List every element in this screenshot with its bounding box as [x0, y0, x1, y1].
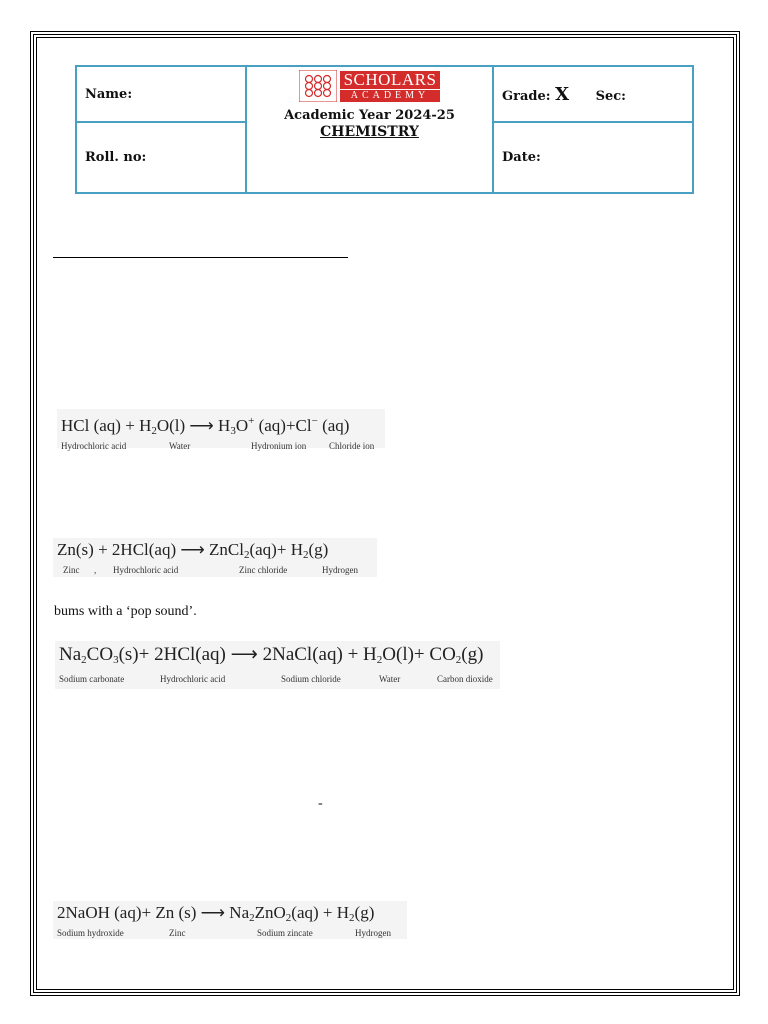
pop-sound-text: bums with a ‘pop sound’.: [54, 604, 197, 619]
grade-value: X: [555, 83, 570, 105]
logo-text-top: SCHOLARS: [340, 71, 441, 89]
label-hydrochloric-acid: Hydrochloric acid: [160, 674, 226, 684]
label-water: Water: [169, 441, 191, 451]
academy-emblem-icon: [299, 70, 337, 102]
subject-title: CHEMISTRY: [320, 124, 419, 140]
equation-sodium-carbonate-hcl: [55, 641, 500, 689]
label-hydrochloric-acid: Hydrochloric acid: [113, 565, 179, 575]
date-label: Date:: [502, 150, 541, 165]
label-chloride-ion: Chloride ion: [329, 441, 375, 451]
label-sodium-hydroxide: Sodium hydroxide: [57, 928, 124, 938]
label-zinc: Zinc: [63, 565, 80, 575]
name-label: Name:: [85, 86, 133, 102]
label-zinc-chloride: Zinc chloride: [239, 565, 288, 575]
label-sodium-chloride: Sodium chloride: [281, 674, 341, 684]
equation-formula: 2NaOH (aq)+ Zn (s) ⟶ $Na_2ZnO_2(aq) + H_2(g)$: [57, 903, 375, 924]
grade-label: Grade:: [502, 88, 551, 104]
sec-label: Sec:: [595, 88, 626, 104]
label-sodium-carbonate: Sodium carbonate: [59, 674, 125, 684]
label-hydrochloric-acid: Hydrochloric acid: [61, 441, 127, 451]
label-water: Water: [379, 674, 401, 684]
label-carbon-dioxide: Carbon dioxide: [437, 674, 493, 684]
heading-underline: [53, 257, 348, 258]
equation-formula: HCl $(aq) + H_2O(l)$ ⟶ $H_3O^+$ (aq)+Cl− (aq): [61, 415, 350, 437]
logo-text-bottom: ACADEMY: [340, 90, 441, 102]
name-field: [76, 66, 246, 122]
label-hydronium-ion: Hydronium ion: [251, 441, 307, 451]
label-hydrogen: Hydrogen: [355, 928, 391, 938]
grade-sec-field: [493, 66, 693, 122]
equation-naoh-zinc: [53, 901, 407, 939]
dash-mark: -: [318, 796, 323, 811]
label-separator: ,: [94, 565, 97, 575]
label-hydrogen: Hydrogen: [322, 565, 358, 575]
worksheet-header: [75, 65, 694, 194]
equation-hcl-water: [57, 409, 385, 451]
school-logo: [299, 70, 441, 102]
roll-field: [76, 122, 246, 193]
school-title-cell: [246, 66, 493, 193]
equation-formula: $Na_2CO_3(s)+ 2HCl(aq)$ ⟶ 2NaCl(aq) + $H_2O(l)+ CO_2(g)$: [59, 644, 484, 666]
academic-year: Academic Year 2024-25: [284, 108, 455, 123]
equation-formula: Zn(s) + 2HCl(aq) ⟶ ZnCl$_2$(aq)+ $H_2(g)$: [57, 540, 329, 561]
label-sodium-zincate: Sodium zincate: [257, 928, 313, 938]
roll-label: Roll. no:: [85, 150, 147, 165]
date-field: [493, 122, 693, 193]
label-zinc: Zinc: [169, 928, 186, 938]
equation-zinc-hcl: [53, 538, 377, 577]
